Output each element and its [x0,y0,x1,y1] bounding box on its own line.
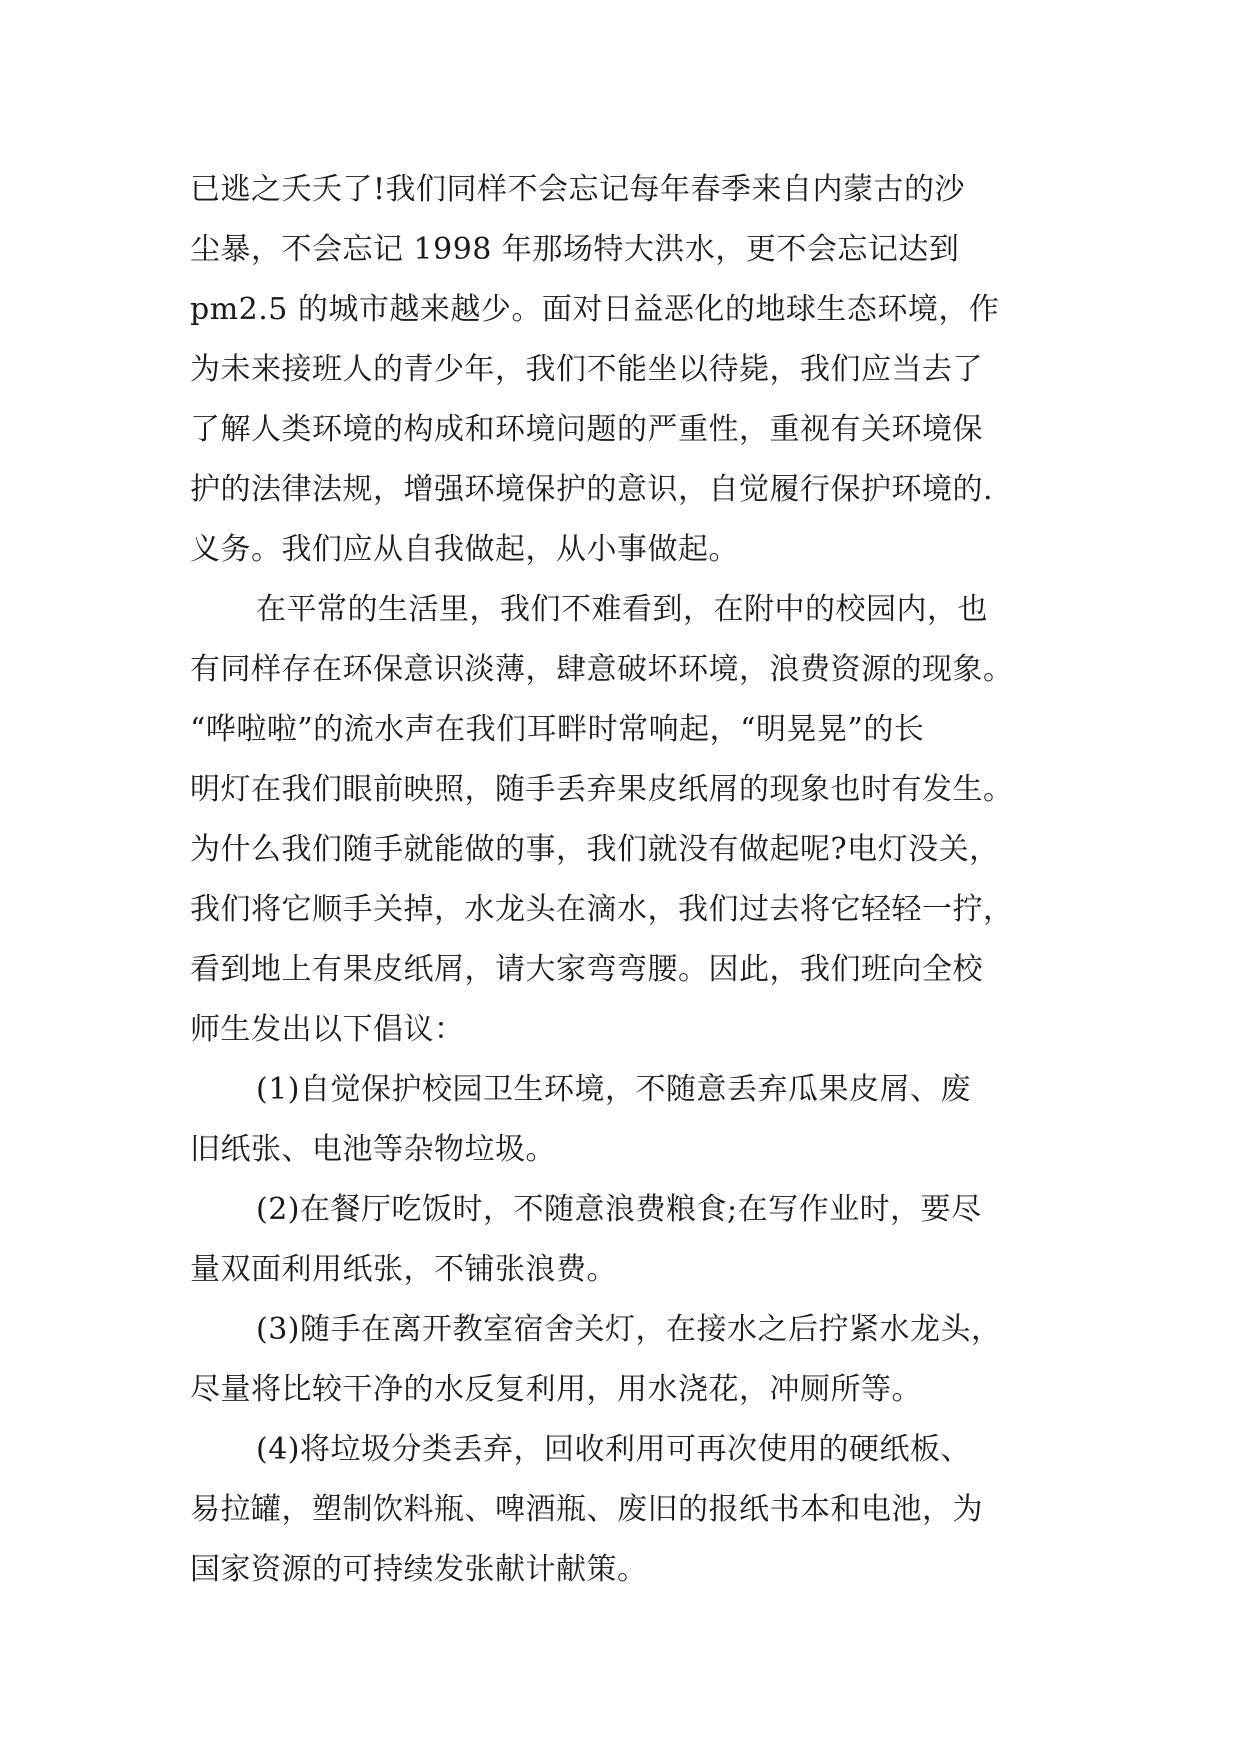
text-line: 尘暴，不会忘记 1998 年那场特大洪水，更不会忘记达到 [190,232,960,267]
proposal-item-4: (4)将垃圾分类丢弃，回收利用可再次使用的硬纸板、 [256,1432,971,1467]
text-line: 量双面利用纸张，不铺张浪费。 [190,1252,617,1287]
text-line: 为未来接班人的青少年，我们不能坐以待毙，我们应当去了 [190,352,983,387]
text-line: 了解人类环境的构成和环境问题的严重性，重视有关环境保 [190,412,983,447]
text-line: 护的法律法规，增强环境保护的意识，自觉履行保护环境的. [190,472,994,507]
paragraph-start-line: 在平常的生活里，我们不难看到，在附中的校园内，也 [256,592,988,627]
proposal-item-3: (3)随手在离开教室宿舍关灯，在接水之后拧紧水龙头， [256,1312,1002,1347]
text-line: pm2.5 的城市越来越少。面对日益恶化的地球生态环境，作 [190,292,1000,327]
text-line: 看到地上有果皮纸屑，请大家弯弯腰。因此，我们班向全校 [190,952,983,987]
text-line: 我们将它顺手关掉，水龙头在滴水，我们过去将它轻轻一拧， [190,892,1014,927]
proposal-item-2: (2)在餐厅吃饭时，不随意浪费粮食;在写作业时，要尽 [256,1192,982,1227]
text-line: 尽量将比较干净的水反复利用，用水浇花，冲厕所等。 [190,1372,922,1407]
text-line: 有同样存在环保意识淡薄，肆意破坏环境，浪费资源的现象。 [190,652,1014,687]
proposal-item-1: (1)自觉保护校园卫生环境，不随意丢弃瓜果皮屑、废 [256,1072,971,1107]
text-line: 明灯在我们眼前映照，随手丢弃果皮纸屑的现象也时有发生。 [190,772,1014,807]
text-line: 为什么我们随手就能做的事，我们就没有做起呢?电灯没关， [190,832,1000,867]
text-line: 义务。我们应从自我做起，从小事做起。 [190,532,739,567]
text-line: 易拉罐，塑制饮料瓶、啤酒瓶、废旧的报纸书本和电池，为 [190,1492,983,1527]
document-body [190,160,1050,1600]
text-line: 国家资源的可持续发张献计献策。 [190,1552,648,1587]
text-line: 旧纸张、电池等杂物垃圾。 [190,1132,556,1167]
text-line: “哗啦啦”的流水声在我们耳畔时常响起，“明晃晃”的长 [190,712,925,747]
text-line: 已逃之夭夭了!我们同样不会忘记每年春季来自内蒙古的沙 [190,172,966,207]
text-line: 师生发出以下倡议： [190,1012,465,1047]
